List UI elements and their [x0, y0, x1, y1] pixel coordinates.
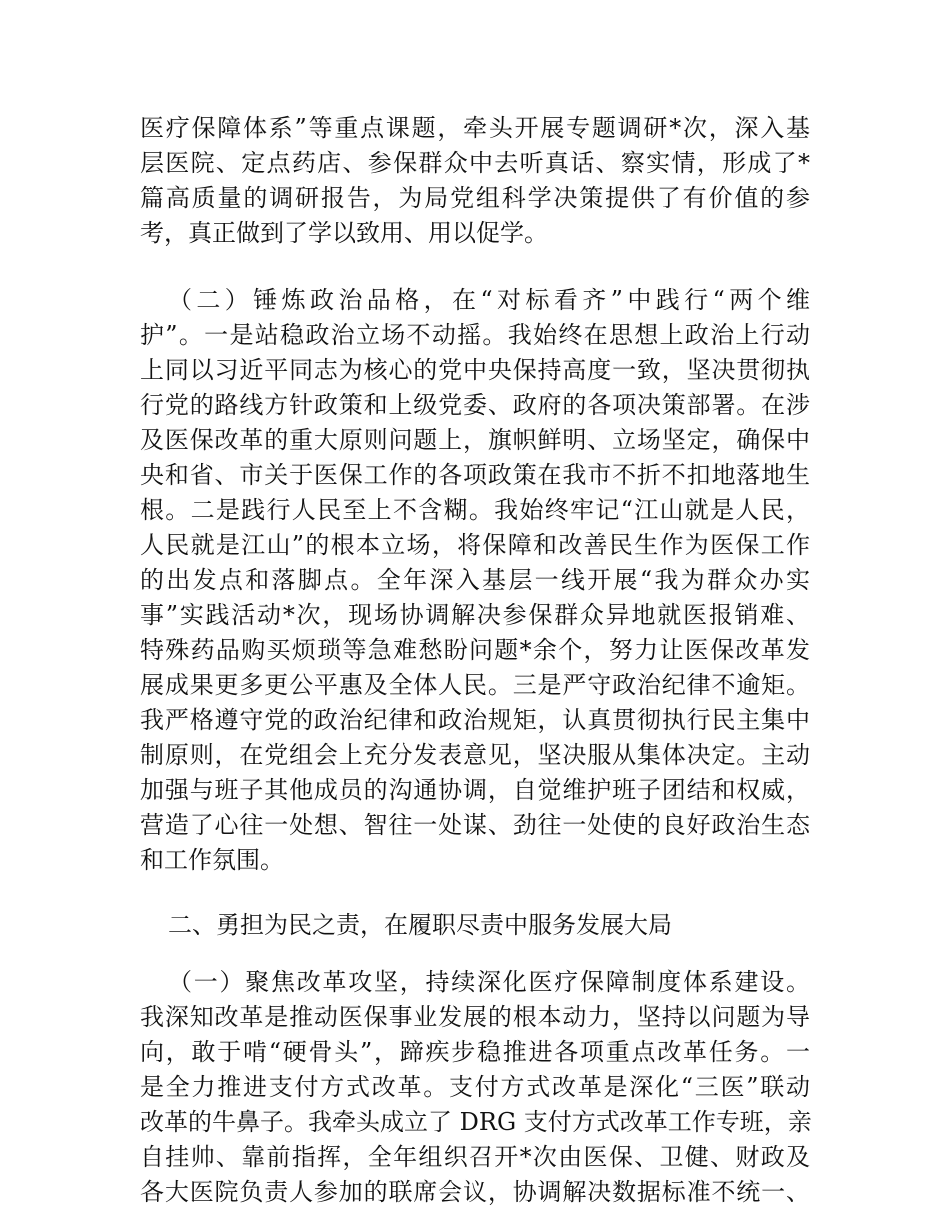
- text-line: 展成果更多更公平惠及全体人民。三是严守政治纪律不逾矩。: [140, 671, 810, 699]
- text-line: 营造了心往一处想、智往一处谋、劲往一处使的良好政治生态: [140, 811, 810, 839]
- text-line: 医疗保障体系”等重点课题，牵头开展专题调研*次，深入基: [140, 114, 810, 142]
- text-line: 考，真正做到了学以致用、用以促学。: [140, 219, 548, 247]
- text-line: 央和省、市关于医保工作的各项政策在我市不折不扣地落地生: [140, 461, 810, 489]
- text-line: 制原则，在党组会上充分发表意见，坚决服从集体决定。主动: [140, 741, 810, 769]
- text-line: 是全力推进支付方式改革。支付方式改革是深化“三医”联动: [140, 1073, 810, 1101]
- text-line: 我严格遵守党的政治纪律和政治规矩，认真贯彻执行民主集中: [140, 706, 810, 734]
- section-heading: [140, 908, 810, 943]
- text-line: 上同以习近平同志为核心的党中央保持高度一致，坚决贯彻执: [140, 356, 810, 384]
- text-line: 我深知改革是推动医保事业发展的根本动力，坚持以问题为导: [140, 1003, 810, 1031]
- text-line: 根。二是践行人民至上不含糊。我始终牢记“江山就是人民，: [140, 496, 810, 524]
- text-line: 人民就是江山”的根本立场，将保障和改善民生作为医保工作: [140, 531, 810, 559]
- text-line: 改革的牛鼻子。我牵头成立了 DRG 支付方式改革工作专班，亲: [140, 1108, 812, 1136]
- text-line: 和工作氛围。: [140, 846, 284, 874]
- text-line: 自挂帅、靠前指挥，全年组织召开*次由医保、卫健、财政及: [140, 1143, 810, 1171]
- text-line: 各大医院负责人参加的联席会议，协调解决数据标准不统一、: [140, 1178, 810, 1206]
- paragraph-research: [140, 111, 810, 251]
- text-line: （一）聚焦改革攻坚，持续深化医疗保障制度体系建设。: [168, 968, 810, 996]
- text-line: 特殊药品购买烦琐等急难愁盼问题*余个，努力让医保改革发: [140, 636, 810, 664]
- text-line: 护”。一是站稳政治立场不动摇。我始终在思想上政治上行动: [140, 321, 810, 349]
- document-page: [140, 111, 810, 1210]
- text-line: 事”实践活动*次，现场协调解决参保群众异地就医报销难、: [140, 601, 810, 629]
- paragraph-reform: [140, 965, 810, 1210]
- heading-text: 二、勇担为民之责，在履职尽责中服务发展大局: [168, 911, 672, 939]
- text-line: 加强与班子其他成员的沟通协调，自觉维护班子团结和权威，: [140, 776, 810, 804]
- text-line: 及医保改革的重大原则问题上，旗帜鲜明、立场坚定，确保中: [140, 426, 810, 454]
- text-line: 层医院、定点药店、参保群众中去听真话、察实情，形成了*: [140, 149, 810, 177]
- text-line: 向，敢于啃“硬骨头”，蹄疾步稳推进各项重点改革任务。一: [140, 1038, 810, 1066]
- text-line: 行党的路线方针政策和上级党委、政府的各项决策部署。在涉: [140, 391, 810, 419]
- text-line: 篇高质量的调研报告，为局党组科学决策提供了有价值的参: [140, 184, 810, 212]
- text-line: （二）锤炼政治品格，在“对标看齐”中践行“两个维: [168, 286, 810, 314]
- paragraph-political-character: [140, 283, 810, 878]
- text-line: 的出发点和落脚点。全年深入基层一线开展“我为群众办实: [140, 566, 810, 594]
